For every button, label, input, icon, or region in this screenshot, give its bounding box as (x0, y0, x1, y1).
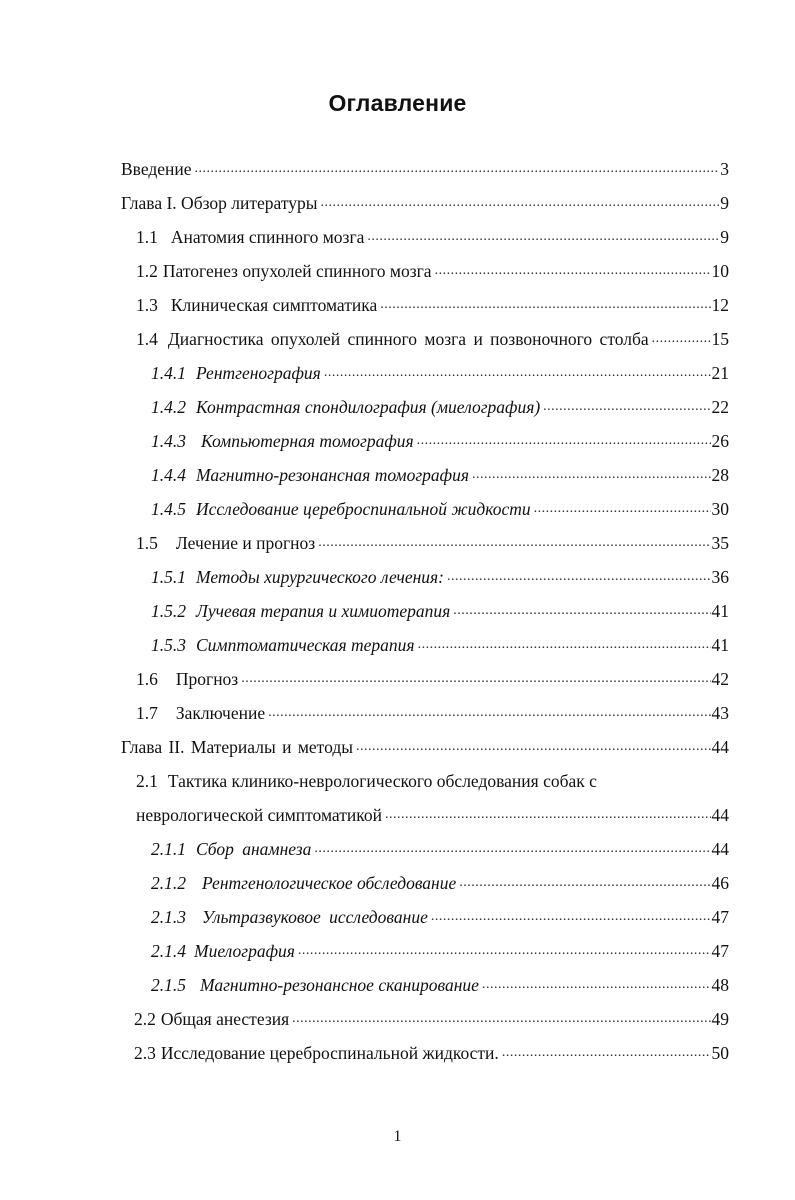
page-number: 1 (393, 1128, 402, 1145)
toc-entry-1-4[interactable] (136, 324, 729, 350)
toc-entry-page: 42 (711, 669, 729, 689)
toc-entry-1-4-1[interactable] (151, 358, 729, 384)
toc-entry-page: 41 (711, 601, 729, 621)
toc-entry-1-4-2[interactable] (151, 392, 729, 418)
toc-entry-label (136, 328, 649, 350)
toc-entry-number: 2.1 (136, 771, 158, 791)
toc-entry-title: Сбор анамнеза (196, 839, 312, 859)
toc-entry-label (136, 702, 265, 724)
toc-entry-page: 22 (711, 397, 729, 417)
toc-entry-title: Симптоматическая терапия (196, 635, 415, 655)
toc-entry-title: Глава II. Материалы и методы (121, 737, 353, 757)
leader-dots (367, 230, 719, 244)
toc-entry-1-3[interactable] (136, 290, 729, 316)
toc-entry-title: Лечение и прогноз (175, 533, 316, 553)
toc-entry-title: Ультразвуковое исследование (202, 907, 428, 927)
leader-dots (321, 196, 720, 210)
toc-entry-title: Диагностика опухолей спинного мозга и позвоночного столба (167, 329, 649, 349)
toc-entry-label (136, 226, 364, 248)
leader-dots (534, 502, 711, 516)
toc-entry-title: Компьютерная томография (201, 431, 414, 451)
toc-entry-label (151, 498, 531, 520)
leader-dots (418, 638, 711, 652)
leader-dots (417, 434, 711, 448)
toc-entry-page: 28 (711, 465, 729, 485)
toc-entry-title: Магнитно-резонансное сканирование (200, 975, 479, 995)
toc-entry-1-6[interactable] (136, 664, 729, 690)
toc-entry-2-1-2[interactable] (151, 868, 729, 894)
leader-dots (652, 332, 711, 346)
toc-entry-2-1-4[interactable] (151, 936, 729, 962)
toc-entry-label (151, 872, 456, 894)
toc-entry-label (134, 1042, 499, 1064)
toc-entry-page: 47 (711, 907, 729, 927)
toc-entry-title: Прогноз (175, 669, 239, 689)
toc-entry-page: 9 (720, 193, 729, 213)
toc-entry-number: 2.2 (134, 1009, 156, 1029)
toc-entry-page: 44 (711, 737, 729, 757)
toc-entry-label (136, 668, 238, 690)
leader-dots (435, 264, 711, 278)
toc-entry-title: Исследование цереброспинальной жидкости. (160, 1043, 499, 1063)
toc-entry-1-1[interactable] (136, 222, 729, 248)
toc-entry-chapter-2[interactable] (121, 732, 729, 758)
toc-entry-1-5-3[interactable] (151, 630, 729, 656)
toc-entry-number: 1.4.3 (151, 431, 186, 451)
toc-entry-1-4-5[interactable] (151, 494, 729, 520)
toc-entry-number: 2.1.2 (151, 873, 186, 893)
leader-dots (324, 366, 711, 380)
toc-entry-number: 2.1.5 (151, 975, 186, 995)
toc-entry-label (151, 464, 469, 486)
toc-entry-title: Исследование цереброспинальной жидкости (196, 499, 531, 519)
leader-dots (459, 876, 710, 890)
toc-entry-title: Клиническая симптоматика (170, 295, 378, 315)
toc-entry-number: 1.4.4 (151, 465, 186, 485)
toc-entry-number: 2.1.1 (151, 839, 186, 859)
toc-entry-2-1-3[interactable] (151, 902, 729, 928)
leader-dots (195, 162, 720, 176)
toc-entry-label (151, 906, 428, 928)
toc-entry-page: 10 (711, 261, 729, 281)
toc-entry-2-1-5[interactable] (151, 970, 729, 996)
toc-entry-label (136, 294, 377, 316)
toc-entry-number: 2.1.3 (151, 907, 186, 927)
toc-entry-label (136, 532, 315, 554)
leader-dots (356, 740, 711, 754)
leader-dots (482, 978, 711, 992)
toc-entry-number: 1.1 (136, 227, 158, 247)
toc-entry-title: Общая анестезия (160, 1009, 290, 1029)
toc-entry-number: 1.4.1 (151, 363, 186, 383)
toc-entry-number: 2.3 (134, 1043, 156, 1063)
toc-entry-title-continuation: неврологической симптоматикой (136, 805, 382, 825)
toc-entry-title: Анатомия спинного мозга (170, 227, 365, 247)
toc-entry-2-1-line2[interactable] (136, 800, 729, 826)
leader-dots (314, 842, 710, 856)
toc-entry-number: 1.4.2 (151, 397, 186, 417)
toc-entry-page: 26 (711, 431, 729, 451)
toc-entry-number: 1.5.3 (151, 635, 186, 655)
toc-entry-label (136, 260, 432, 282)
toc-entry-page: 44 (711, 839, 729, 859)
toc-entry-title: Заключение (175, 703, 266, 723)
toc-entry-introduction[interactable] (121, 154, 729, 180)
leader-dots (385, 808, 711, 822)
toc-entry-number: 1.4 (136, 329, 158, 349)
toc-entry-page: 30 (711, 499, 729, 519)
toc-entry-label (151, 838, 311, 860)
leader-dots (543, 400, 710, 414)
toc-entry-title: Миелография (194, 941, 295, 961)
toc-entry-number: 1.3 (136, 295, 158, 315)
toc-entry-title: Рентгенография (196, 363, 321, 383)
leader-dots (292, 1012, 710, 1026)
leader-dots (318, 536, 710, 550)
leader-dots (453, 604, 710, 618)
toc-entry-number: 1.5.1 (151, 567, 186, 587)
toc-entry-title: Лучевая терапия и химиотерапия (196, 601, 451, 621)
toc-entry-page: 3 (720, 159, 729, 179)
leader-dots (502, 1046, 711, 1060)
toc-entry-label (151, 566, 444, 588)
toc-entry-1-4-4[interactable] (151, 460, 729, 486)
toc-entry-number: 1.7 (136, 703, 158, 723)
toc-entry-1-7[interactable] (136, 698, 729, 724)
leader-dots (380, 298, 710, 312)
toc-entry-page: 9 (720, 227, 729, 247)
toc-entry-page: 35 (711, 533, 729, 553)
toc-entry-label (151, 430, 414, 452)
toc-entry-page: 46 (711, 873, 729, 893)
toc-entry-1-2[interactable] (136, 256, 729, 282)
toc-entry-1-5[interactable] (136, 528, 729, 554)
leader-dots (431, 910, 711, 924)
toc-entry-page: 36 (711, 567, 729, 587)
toc-entry-title: Патогенез опухолей спинного мозга (162, 261, 432, 281)
toc-entry-page: 50 (711, 1043, 729, 1063)
toc-entry-number: 1.4.5 (151, 499, 186, 519)
leader-dots (447, 570, 711, 584)
page-title: Оглавление (328, 90, 467, 116)
toc-entry-page: 21 (711, 363, 729, 383)
toc-entry-page: 44 (711, 805, 729, 825)
toc-entry-chapter-1[interactable] (121, 188, 729, 214)
leader-dots (241, 672, 710, 686)
toc-entry-title: Методы хирургического лечения: (196, 567, 444, 587)
toc-entry-title: Рентгенологическое обследование (202, 873, 457, 893)
toc-entry-1-5-2[interactable] (151, 596, 729, 622)
toc-entry-title: Магнитно-резонансная томография (196, 465, 469, 485)
toc-entry-label (134, 1008, 289, 1030)
toc-entry-label (151, 396, 540, 418)
toc-entry-1-5-1[interactable] (151, 562, 729, 588)
toc-entry-2-3[interactable] (134, 1038, 729, 1064)
toc-entry-page: 47 (711, 941, 729, 961)
toc-entry-page: 15 (711, 329, 729, 349)
toc-entry-label (151, 634, 415, 656)
toc-entry-number: 2.1.4 (151, 941, 186, 961)
leader-dots (268, 706, 710, 720)
toc-entry-2-1-1[interactable] (151, 834, 729, 860)
toc-entry-page: 41 (711, 635, 729, 655)
toc-entry-page: 48 (711, 975, 729, 995)
toc-entry-number: 1.5 (136, 533, 158, 553)
toc-entry-page: 12 (711, 295, 729, 315)
toc-entry-label (151, 362, 321, 384)
leader-dots (472, 468, 711, 482)
toc-entry-number: 1.6 (136, 669, 158, 689)
toc-entry-title: Глава I. Обзор литературы (121, 193, 318, 213)
toc-entry-number: 1.2 (136, 261, 158, 281)
toc-entry-2-2[interactable] (134, 1004, 729, 1030)
toc-entry-label (151, 974, 479, 996)
toc-entry-2-1-line1[interactable] (136, 770, 597, 792)
toc-entry-1-4-3[interactable] (151, 426, 729, 452)
leader-dots (298, 944, 711, 958)
toc-entry-title: Введение (121, 159, 192, 179)
toc-entry-page: 49 (711, 1009, 729, 1029)
toc-entry-label (151, 600, 450, 622)
toc-entry-title: Контрастная спондилография (миелография) (196, 397, 541, 417)
toc-entry-page: 43 (711, 703, 729, 723)
toc-entry-number: 1.5.2 (151, 601, 186, 621)
toc-entry-label (151, 940, 295, 962)
toc-entry-title: Тактика клинико-неврологического обследования собак с (167, 771, 597, 791)
